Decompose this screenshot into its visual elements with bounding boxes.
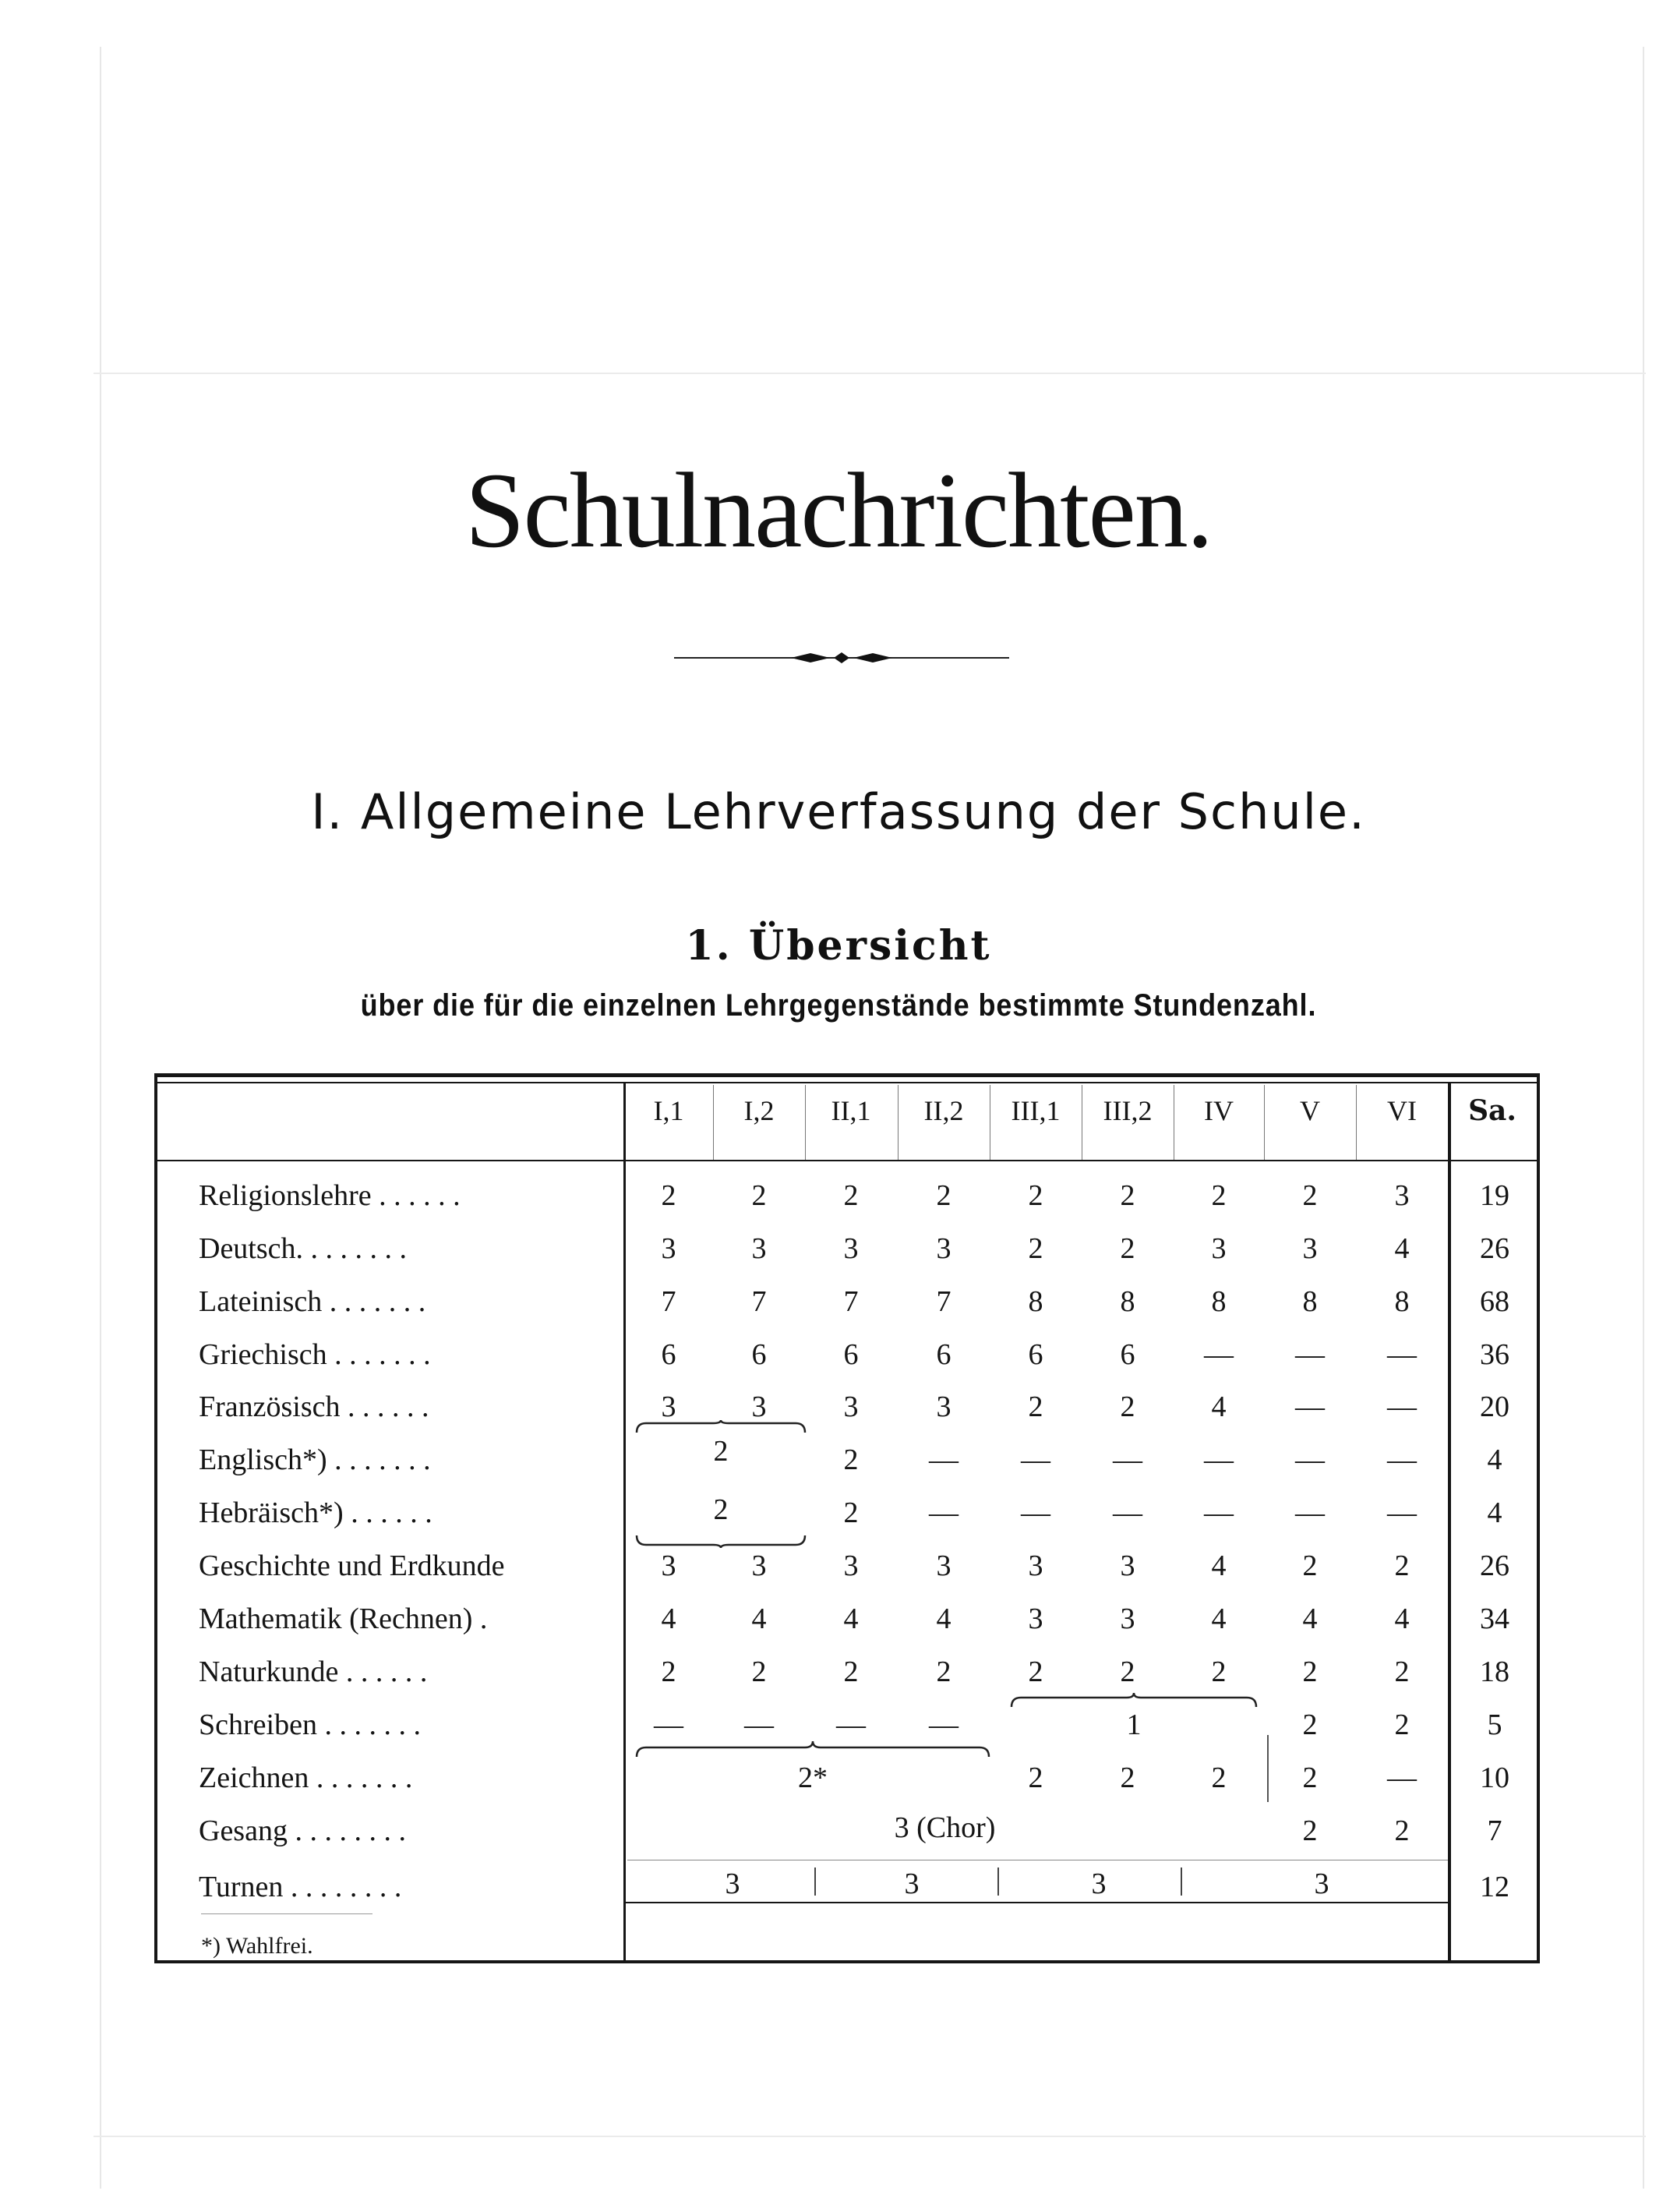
table-cell: 3 bbox=[1120, 1549, 1135, 1582]
table-cell: 2 bbox=[1028, 1179, 1043, 1212]
column-separator bbox=[1181, 1867, 1182, 1896]
bracket-line bbox=[1267, 1735, 1269, 1802]
table-cell: 3 bbox=[843, 1549, 859, 1582]
table-cell: 2 bbox=[1211, 1179, 1227, 1212]
header-rule bbox=[154, 1160, 1540, 1161]
total-column-rule bbox=[1448, 1083, 1451, 1963]
table-top-rule bbox=[154, 1082, 1540, 1083]
row-total: 12 bbox=[1480, 1871, 1509, 1903]
table-cell: 2 bbox=[1120, 1655, 1135, 1688]
subject-label: Gesang . . . . . . . . bbox=[199, 1814, 406, 1847]
subsection-heading: 1. Übersicht bbox=[685, 922, 992, 970]
row-total: 18 bbox=[1480, 1655, 1509, 1688]
table-cell: 2 bbox=[843, 1496, 859, 1529]
table-cell: 6 bbox=[1028, 1338, 1043, 1371]
subject-column-rule bbox=[623, 1083, 626, 1963]
table-cell: 3 bbox=[1302, 1232, 1318, 1265]
table-cell: 3 bbox=[936, 1390, 951, 1423]
table-cell: 2 bbox=[843, 1655, 859, 1688]
table-cell: 6 bbox=[843, 1338, 859, 1371]
table-cell: — bbox=[1204, 1496, 1234, 1529]
table-cell: 2 bbox=[936, 1179, 951, 1212]
table-cell: 7 bbox=[661, 1285, 676, 1318]
table-cell: 4 bbox=[1211, 1390, 1227, 1423]
table-cell: 8 bbox=[1394, 1285, 1410, 1318]
table-cell: 4 bbox=[751, 1602, 767, 1635]
subject-label: Hebräisch*) . . . . . . bbox=[199, 1496, 432, 1529]
table-cell: 2 bbox=[843, 1443, 859, 1476]
spanned-cell: 3 (Chor) bbox=[894, 1811, 996, 1844]
table-cell: 2 bbox=[1302, 1814, 1318, 1847]
column-header: IV bbox=[1204, 1095, 1234, 1126]
subject-label: Schreiben . . . . . . . bbox=[199, 1708, 421, 1741]
table-cell: 6 bbox=[936, 1338, 951, 1371]
row-total: 26 bbox=[1480, 1549, 1509, 1582]
table-cell: 2 bbox=[1394, 1655, 1410, 1688]
column-header: II,2 bbox=[923, 1095, 964, 1126]
table-cell: 3 bbox=[751, 1232, 767, 1265]
page-title: Schulnachrichten. bbox=[464, 451, 1213, 570]
subject-label: Französisch . . . . . . bbox=[199, 1390, 429, 1423]
table-cell: — bbox=[1387, 1390, 1417, 1423]
subject-label: Griechisch . . . . . . . bbox=[199, 1338, 431, 1371]
table-cell: 2 bbox=[1394, 1814, 1410, 1847]
row-total: 4 bbox=[1487, 1443, 1502, 1476]
row-total: 34 bbox=[1480, 1602, 1509, 1635]
table-cell: 4 bbox=[1211, 1602, 1227, 1635]
spanned-cell: 2 bbox=[713, 1435, 729, 1468]
table-cell: 2 bbox=[1211, 1761, 1227, 1794]
column-header: III,2 bbox=[1103, 1095, 1153, 1126]
table-cell: — bbox=[929, 1443, 959, 1476]
table-cell: 8 bbox=[1120, 1285, 1135, 1318]
table-cell: 4 bbox=[843, 1602, 859, 1635]
spanned-cell: 2* bbox=[798, 1761, 828, 1794]
column-header: II,1 bbox=[831, 1095, 871, 1126]
table-cell: 3 bbox=[843, 1390, 859, 1423]
table-cell: 4 bbox=[1302, 1602, 1318, 1635]
row-total: 19 bbox=[1480, 1179, 1509, 1212]
column-header: I,2 bbox=[743, 1095, 775, 1126]
table-cell: 2 bbox=[1120, 1179, 1135, 1212]
table-cell: 3 bbox=[936, 1549, 951, 1582]
table-cell: — bbox=[1295, 1443, 1325, 1476]
table-left-rule bbox=[154, 1073, 157, 1963]
table-cell: — bbox=[929, 1496, 959, 1529]
table-cell: 7 bbox=[843, 1285, 859, 1318]
table-cell: 2 bbox=[661, 1179, 676, 1212]
column-header: VI bbox=[1387, 1095, 1417, 1126]
table-cell: 3 bbox=[843, 1232, 859, 1265]
column-separator bbox=[814, 1867, 816, 1896]
table-cell: 4 bbox=[1394, 1232, 1410, 1265]
table-cell: — bbox=[1387, 1761, 1417, 1794]
table-cell: — bbox=[1113, 1496, 1142, 1529]
subject-label: Englisch*) . . . . . . . bbox=[199, 1443, 431, 1476]
subject-label: Geschichte und Erdkunde bbox=[199, 1549, 505, 1582]
table-cell: — bbox=[654, 1708, 683, 1741]
table-cell: 3 bbox=[661, 1232, 676, 1265]
table-cell: — bbox=[1295, 1338, 1325, 1371]
table-cell: 3 bbox=[661, 1390, 676, 1423]
table-cell: 2 bbox=[1211, 1655, 1227, 1688]
subject-label: Zeichnen . . . . . . . bbox=[199, 1761, 413, 1794]
bottom-inner-rule bbox=[623, 1902, 1448, 1903]
row-total: 10 bbox=[1480, 1761, 1509, 1794]
table-cell: 4 bbox=[1394, 1602, 1410, 1635]
table-cell: 2 bbox=[1302, 1655, 1318, 1688]
column-separator bbox=[997, 1867, 999, 1896]
table-cell: 2 bbox=[1028, 1232, 1043, 1265]
table-cell: 2 bbox=[751, 1179, 767, 1212]
column-header: I,1 bbox=[653, 1095, 684, 1126]
table-cell: 2 bbox=[1302, 1179, 1318, 1212]
table-cell: — bbox=[1387, 1496, 1417, 1529]
table-cell: — bbox=[1204, 1338, 1234, 1371]
table-cell: — bbox=[1204, 1443, 1234, 1476]
footnote-rule bbox=[201, 1913, 372, 1914]
table-cell: 2 bbox=[1394, 1708, 1410, 1741]
table-cell: — bbox=[836, 1708, 866, 1741]
brace-group bbox=[635, 1740, 990, 1760]
table-top-rule bbox=[154, 1073, 1540, 1077]
table-cell: 3 bbox=[1028, 1549, 1043, 1582]
table-cell: — bbox=[1387, 1443, 1417, 1476]
grouped-cell: 3 bbox=[1314, 1867, 1329, 1900]
table-cell: 2 bbox=[1028, 1655, 1043, 1688]
table-cell: 6 bbox=[661, 1338, 676, 1371]
table-cell: 2 bbox=[1120, 1390, 1135, 1423]
table-cell: 2 bbox=[1302, 1549, 1318, 1582]
footnote: *) Wahlfrei. bbox=[201, 1933, 313, 1959]
table-cell: 2 bbox=[751, 1655, 767, 1688]
table-cell: — bbox=[744, 1708, 774, 1741]
table-cell: 2 bbox=[1302, 1761, 1318, 1794]
table-cell: 2 bbox=[1394, 1549, 1410, 1582]
row-total: 5 bbox=[1487, 1708, 1502, 1741]
table-cell: 8 bbox=[1302, 1285, 1318, 1318]
table-cell: 6 bbox=[1120, 1338, 1135, 1371]
table-cell: 3 bbox=[1394, 1179, 1410, 1212]
subject-label: Turnen . . . . . . . . bbox=[199, 1871, 402, 1903]
table-cell: — bbox=[1021, 1443, 1050, 1476]
table-cell: 7 bbox=[751, 1285, 767, 1318]
table-cell: 3 bbox=[751, 1549, 767, 1582]
row-total: 68 bbox=[1480, 1285, 1509, 1318]
spanned-cell: 2 bbox=[713, 1493, 729, 1526]
table-cell: 2 bbox=[936, 1655, 951, 1688]
table-cell: 4 bbox=[661, 1602, 676, 1635]
table-cell: 3 bbox=[1120, 1602, 1135, 1635]
subsection-caption: über die für die einzelnen Lehrgegenstände bestimmte Stundenzahl. bbox=[360, 988, 1317, 1023]
table-cell: — bbox=[1295, 1496, 1325, 1529]
row-total: 36 bbox=[1480, 1338, 1509, 1371]
row-total: 7 bbox=[1487, 1814, 1502, 1847]
table-cell: 3 bbox=[751, 1390, 767, 1423]
table-cell: 3 bbox=[1211, 1232, 1227, 1265]
table-cell: 3 bbox=[661, 1549, 676, 1582]
column-header-total: Sa. bbox=[1468, 1094, 1516, 1127]
subject-label: Naturkunde . . . . . . bbox=[199, 1655, 428, 1688]
grouped-cell: 3 bbox=[904, 1867, 920, 1900]
row-total: 26 bbox=[1480, 1232, 1509, 1265]
table-cell: — bbox=[929, 1708, 959, 1741]
table-cell: 3 bbox=[1028, 1602, 1043, 1635]
table-cell: 2 bbox=[661, 1655, 676, 1688]
subject-label: Mathematik (Rechnen) . bbox=[199, 1602, 488, 1635]
table-cell: 7 bbox=[936, 1285, 951, 1318]
subject-label: Religionslehre . . . . . . bbox=[199, 1179, 461, 1212]
column-header: III,1 bbox=[1011, 1095, 1061, 1126]
table-cell: 8 bbox=[1211, 1285, 1227, 1318]
table-cell: 2 bbox=[1120, 1232, 1135, 1265]
table-cell: 2 bbox=[1302, 1708, 1318, 1741]
grouped-cell: 3 bbox=[725, 1867, 740, 1900]
table-cell: 2 bbox=[1120, 1761, 1135, 1794]
column-header: V bbox=[1300, 1095, 1320, 1126]
grouped-cell: 3 bbox=[1091, 1867, 1107, 1900]
table-cell: 6 bbox=[751, 1338, 767, 1371]
table-cell: — bbox=[1387, 1338, 1417, 1371]
subject-label: Deutsch. . . . . . . . bbox=[199, 1232, 408, 1265]
spanned-cell: 1 bbox=[1126, 1708, 1142, 1741]
table-cell: — bbox=[1113, 1443, 1142, 1476]
row-total: 4 bbox=[1487, 1496, 1502, 1529]
table-cell: — bbox=[1021, 1496, 1050, 1529]
row-total: 20 bbox=[1480, 1390, 1509, 1423]
table-cell: 4 bbox=[1211, 1549, 1227, 1582]
table-cell: 4 bbox=[936, 1602, 951, 1635]
section-heading: I. Allgemeine Lehrverfassung der Schule. bbox=[311, 783, 1366, 840]
table-cell: 2 bbox=[1028, 1761, 1043, 1794]
table-cell: 8 bbox=[1028, 1285, 1043, 1318]
table-cell: 2 bbox=[1028, 1390, 1043, 1423]
subject-label: Lateinisch . . . . . . . bbox=[199, 1285, 426, 1318]
table-bottom-rule bbox=[154, 1960, 1540, 1963]
table-cell: 2 bbox=[843, 1179, 859, 1212]
table-cell: — bbox=[1295, 1390, 1325, 1423]
table-cell: 3 bbox=[936, 1232, 951, 1265]
